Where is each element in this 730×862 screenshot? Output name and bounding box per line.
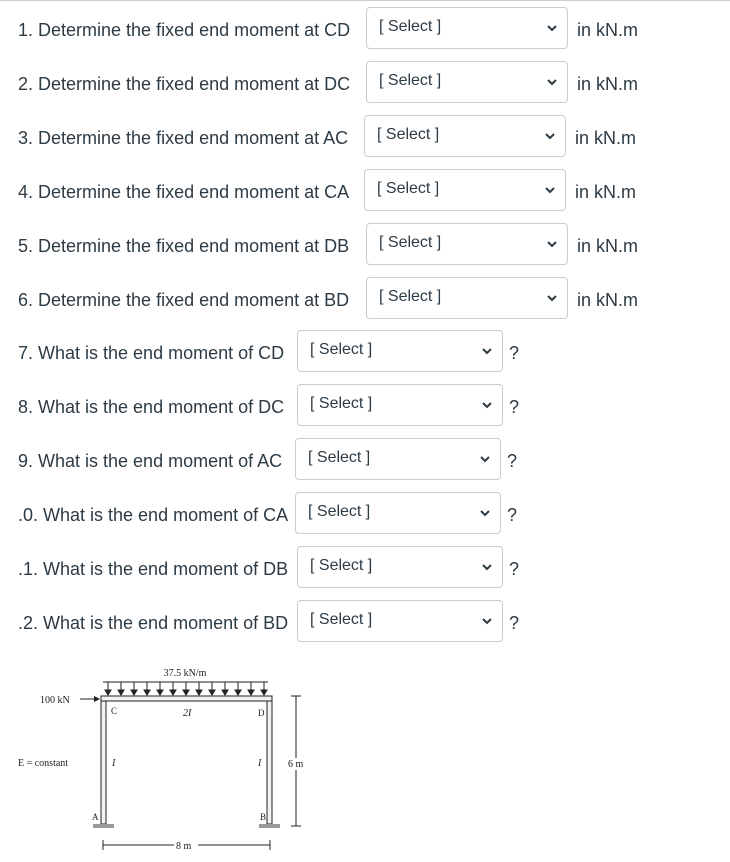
question-text: .2. What is the end moment of BD [18,613,289,633]
answer-select[interactable] [297,600,503,642]
answer-select[interactable] [364,169,566,211]
node-d-label: D [258,708,265,718]
unit-label: in kN.m [575,128,637,148]
answer-select[interactable] [297,330,503,372]
chevron-down-icon [545,21,559,35]
question-text: 3. Determine the fixed end moment at AC [18,128,349,148]
unit-label: in kN.m [577,20,639,40]
chevron-down-icon [545,291,559,305]
chevron-down-icon [478,506,492,520]
answer-select[interactable] [297,384,503,426]
answer-select[interactable] [297,546,503,588]
chevron-down-icon [545,75,559,89]
chevron-down-icon [480,560,494,574]
support-b [259,824,280,828]
frame-figure [0,660,320,860]
select-value: [ Select ] [310,611,373,628]
unit-label: ? [509,613,520,633]
question-text: .0. What is the end moment of CA [18,505,289,525]
answer-select[interactable] [366,277,568,319]
select-value: [ Select ] [310,557,373,574]
top-divider [0,0,730,1]
node-a-label: A [92,812,99,822]
unit-label: in kN.m [577,74,639,94]
column-right-inertia-label: I [258,758,262,769]
span-label: 8 m [176,841,192,852]
unit-label: ? [507,505,518,525]
unit-label: in kN.m [575,182,637,202]
beam-inertia-label: 2I [183,708,192,719]
answer-select[interactable] [364,115,566,157]
question-text: 5. Determine the fixed end moment at DB [18,236,350,256]
select-value: [ Select ] [377,126,440,143]
select-value: [ Select ] [308,503,371,520]
unit-label: ? [509,397,520,417]
unit-label: in kN.m [577,236,639,256]
select-value: [ Select ] [310,341,373,358]
select-value: [ Select ] [379,72,442,89]
unit-label: ? [509,559,520,579]
column-bd [267,701,272,824]
chevron-down-icon [545,237,559,251]
select-value: [ Select ] [379,234,442,251]
select-value: [ Select ] [310,395,373,412]
answer-select[interactable] [366,223,568,265]
select-value: [ Select ] [379,18,442,35]
unit-label: ? [509,343,520,363]
question-text: 7. What is the end moment of CD [18,343,285,363]
load-label: 37.5 kN/m [163,668,207,679]
chevron-down-icon [480,614,494,628]
question-text: 4. Determine the fixed end moment at CA [18,182,350,202]
chevron-down-icon [543,183,557,197]
question-text: .1. What is the end moment of DB [18,559,289,579]
question-text: 2. Determine the fixed end moment at DC [18,74,351,94]
select-value: [ Select ] [379,288,442,305]
question-text: 1. Determine the fixed end moment at CD [18,20,351,40]
node-c-label: C [111,706,118,716]
question-text: 8. What is the end moment of DC [18,397,285,417]
answer-select[interactable] [366,7,568,49]
column-ac [101,701,106,824]
answer-select[interactable] [295,492,501,534]
support-a [93,824,114,828]
horizontal-load-label: 100 kN [40,695,70,706]
chevron-down-icon [480,344,494,358]
chevron-down-icon [478,452,492,466]
chevron-down-icon [543,129,557,143]
height-label: 6 m [288,759,304,770]
select-value: [ Select ] [377,180,440,197]
unit-label: ? [507,451,518,471]
question-text: 9. What is the end moment of AC [18,451,283,471]
arrow-head-icon [94,696,100,702]
material-note: E = constant [18,758,69,769]
beam-cd [101,696,272,701]
unit-label: in kN.m [577,290,639,310]
answer-select[interactable] [366,61,568,103]
load-arrows [105,682,267,695]
select-value: [ Select ] [308,449,371,466]
question-text: 6. Determine the fixed end moment at BD [18,290,350,310]
column-left-inertia-label: I [112,758,116,769]
answer-select[interactable] [295,438,501,480]
chevron-down-icon [480,398,494,412]
node-b-label: B [260,812,267,822]
